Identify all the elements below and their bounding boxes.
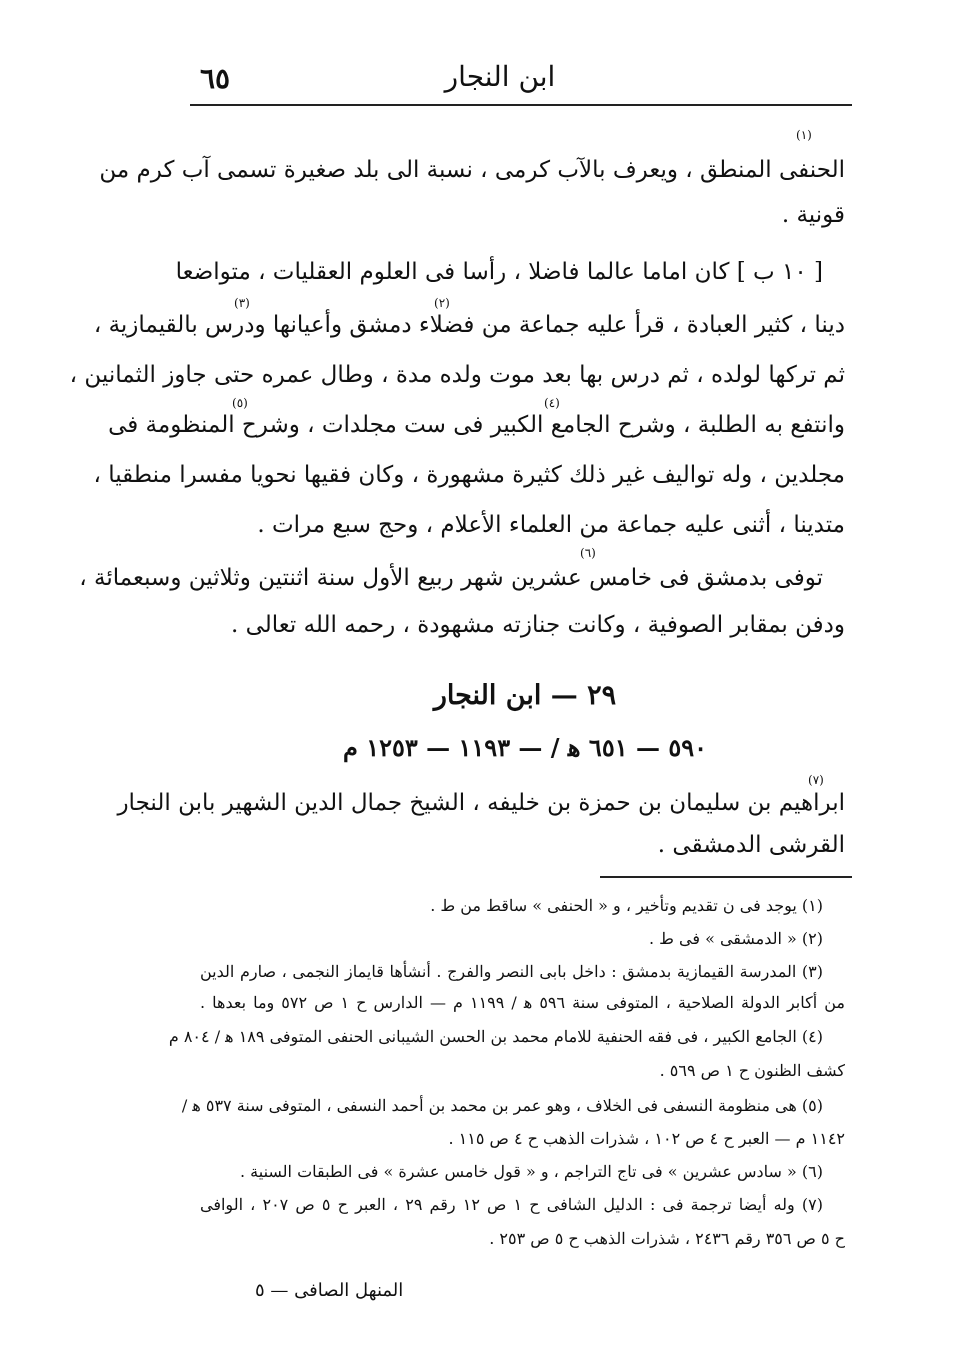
footnote-line: (٧) وله أيضا ترجمة فى : الدليل الشافى ح ١ ص ١٢ رقم ٢٩ ، العبر ح ٥ ص ٢٠٧ ، الوافى xyxy=(200,1195,823,1214)
footnote-mark: (٤) xyxy=(544,396,560,410)
footnote-mark: (١) xyxy=(796,128,812,142)
footnote-line: من أكابر الدولة الصلاحية ، المتوفى سنة ٥٩٦ ﻫ / ١١٩٩ م — الدارس ح ١ ص ٥٧٢ وما بعدها . xyxy=(200,993,845,1012)
body-line: متدينا ، أثنى عليه جماعة من العلماء الأعلام ، وحج سبع مرات . xyxy=(257,512,845,538)
footnote-line: (٢) « الدمشقى » فى ط . xyxy=(648,929,823,948)
body-line: ابراهيم بن سليمان بن حمزة بن خليفه ، الشيخ جمال الدين الشهير بابن النجار xyxy=(117,790,845,816)
footnote-separator xyxy=(600,876,852,878)
running-title: ابن النجار xyxy=(444,60,556,93)
footnote-line: (٥) هى منظومة النسفى فى الخلاف ، وهو عمر بن محمد بن أحمد النسفى ، المتوفى سنة ٥٣٧ ﻫ / xyxy=(181,1096,823,1115)
footnote-mark: (٧) xyxy=(808,773,824,787)
body-line: القرشى الدمشقى . xyxy=(657,832,845,858)
footnote-mark: (٦) xyxy=(580,546,596,560)
body-line: قونية . xyxy=(781,202,845,228)
footnote-line: (١) يوجد فى ن تقديم وتأخير ، و « الحنفى » ساقط من ط . xyxy=(430,896,823,915)
body-line: [ ١٠ ب ] كان اماما عالما فاضلا ، رأسا فى العلوم العقليات ، متواضعا xyxy=(175,259,823,285)
entry-dates: ٥٩٠ — ٦٥١ ﻫ / — ١١٩٣ — ١٢٥٣ م xyxy=(343,733,707,762)
entry-title: ٢٩ — ابن النجار xyxy=(433,680,617,711)
header-rule xyxy=(190,104,852,106)
body-line: توفى بدمشق فى خامس عشرين شهر ربيع الأول سنة اثنتين وثلاثين وسبعمائة ، xyxy=(79,565,823,591)
footnote-line: (٣) المدرسة القيمازية بدمشق : داخل بابى النصر والفرج . أنشأها قايماز النجمى ، صارم الدين xyxy=(200,962,823,981)
footnote-line: ح ٥ ص ٣٥٦ رقم ٢٤٣٦ ، شذرات الذهب ح ٥ ص ٢٥٣ . xyxy=(489,1229,845,1248)
page-footer: المنهل الصافى — ٥ xyxy=(255,1280,404,1301)
body-line: وانتفع به الطلبة ، وشرح الجامع الكبير فى ست مجلدات ، وشرح المنظومة فى xyxy=(108,412,845,438)
footnote-line: (٤) الجامع الكبير ، فى فقه الحنفية للامام محمد بن الحسن الشيبانى الحنفى المتوفى ١٨٩ ﻫ / ٨٠٤ م xyxy=(168,1027,823,1046)
body-line: مجلدين ، وله تواليف غير ذلك كثيرة مشهورة ، وكان فقيها نحويا مفسرا منطقيا ، xyxy=(93,462,845,488)
footnote-mark: (٢) xyxy=(434,296,450,310)
footnote-line: (٦) « سادس عشرين » فى تاج التراجم ، و « قول خامس عشرة » فى الطبقات السنية . xyxy=(239,1162,823,1181)
body-line: ودفن بمقابر الصوفية ، وكانت جنازته مشهودة ، رحمه الله تعالى . xyxy=(230,612,845,638)
body-line: دينا ، كثير العبادة ، قرأ عليه جماعة من فضلاء دمشق وأعيانها ودرس بالقيمازية ، xyxy=(93,312,845,338)
page-number: ٦٥ xyxy=(200,62,231,95)
body-line: الحنفى المنطق ، ويعرف بالآب كرمى ، نسبة الى بلد صغيرة تسمى آب كرم من xyxy=(99,157,845,183)
body-line: ثم تركها لولده ، ثم درس بها بعد موت ولده مدة ، وطال عمره حتى جاوز الثمانين ، xyxy=(69,362,845,388)
footnote-line: كشف الظنون ح ١ ص ٥٦٩ . xyxy=(659,1061,845,1080)
footnote-mark: (٥) xyxy=(232,396,248,410)
footnote-mark: (٣) xyxy=(234,296,250,310)
footnote-line: ١١٤٢ م — العبر ح ٤ ص ١٠٢ ، شذرات الذهب ح ٤ ص ١١٥ . xyxy=(448,1129,845,1148)
